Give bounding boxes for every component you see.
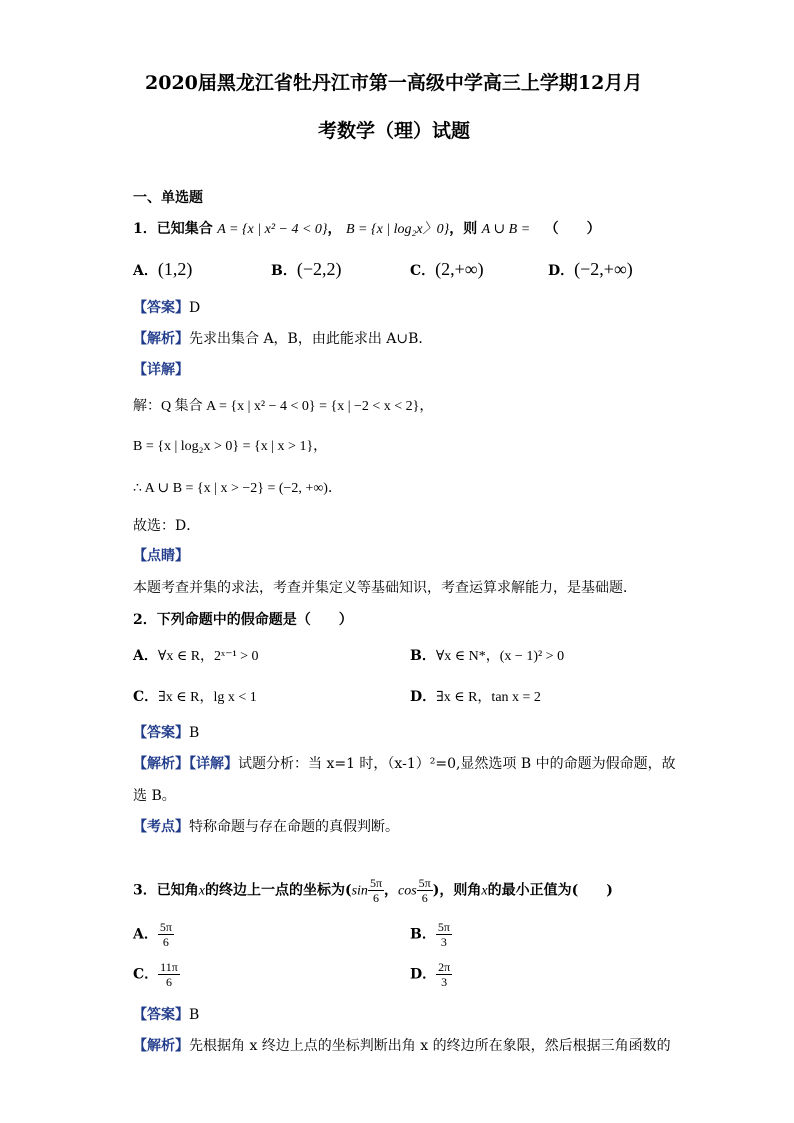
q3-frac-sin: $\frac{5\pi}{6}$ [369, 876, 382, 905]
q2-option-a[interactable]: A．∀x ∈ R，2ˣ⁻¹ > 0 [133, 648, 259, 664]
q2-number: 2． [133, 612, 157, 628]
q1-solution-line-3: ∴ A ∪ B = {x | x > −2} = (−2, +∞)． [133, 481, 342, 496]
q2-stem-text: 下列命题中的假命题是（ ） [156, 612, 353, 628]
q1-choose: 故选：D． [133, 518, 201, 534]
section-heading: 一、单选题 [133, 190, 203, 206]
q1-solution-line-1: 解：Q 集合 A = {x | x² − 4 < 0} = {x | −2 < x < 2}， [133, 399, 434, 414]
q1-stem: 1．已知集合 A = {x | x² − 4 < 0}， B = {x | log₂x〉0}，则 A ∪ B = （ ） [133, 221, 601, 237]
q3-stem: 3．已知角x的终边上一点的坐标为(sin $\frac{5\pi}{6}$ ，cos $\frac{5\pi}{6}$ )，则角x的最小正值为( ) [133, 876, 613, 905]
q3-option-a[interactable]: A． $\frac{5\pi}{6}$ [133, 920, 172, 949]
q3-answer: 【答案】B [133, 1007, 200, 1023]
q1-answer: 【答案】D [133, 300, 201, 316]
q3-option-c[interactable]: C． $\frac{11\pi}{6}$ [133, 960, 178, 989]
q2-option-d[interactable]: D．∃x ∈ R，tan x = 2 [410, 689, 541, 705]
q1-solution-line-2: B = {x | log₂x > 0} = {x | x > 1}， [133, 439, 328, 454]
q1-option-c[interactable]: C．(2,+∞) [410, 259, 484, 279]
q1-analysis: 【解析】先求出集合 A，B，由此能求出 A∪B． [133, 331, 433, 347]
q1-option-a[interactable]: A．(1,2) [133, 259, 193, 279]
q1-set-a: A = {x | x² − 4 < 0} [217, 222, 328, 237]
q2-option-c[interactable]: C．∃x ∈ R，lg x < 1 [133, 689, 257, 705]
q3-number: 3． [133, 882, 157, 899]
title-line-1: 2020届黑龙江省牡丹江市第一高级中学高三上学期12月月 [145, 72, 643, 94]
q3-option-d[interactable]: D． $\frac{2\pi}{3}$ [410, 960, 451, 989]
title-line-2: 考数学（理）试题 [318, 120, 471, 142]
q1-paren: （ ） [544, 221, 601, 237]
q2-analysis-line-2: 选 B。 [133, 788, 176, 804]
q3-analysis: 【解析】先根据角 x 终边上点的坐标判断出角 x 的终边所在象限，然后根据三角函数的 [133, 1038, 671, 1054]
q1-set-b: B = {x | log₂x〉0} [345, 222, 450, 237]
q2-option-b[interactable]: B．∀x ∈ N*，(x − 1)² > 0 [410, 648, 565, 664]
q1-option-d[interactable]: D．(−2,+∞) [548, 259, 633, 279]
q2-stem [133, 609, 353, 629]
q1-stem-text: 已知集合 [156, 221, 213, 237]
q1-union: A ∪ B = [481, 222, 531, 237]
q1-option-b[interactable]: B．(−2,2) [271, 259, 342, 279]
q1-then: ，则 [449, 221, 478, 237]
q2-answer: 【答案】B [133, 725, 200, 741]
q1-comment: 本题考查并集的求法，考查并集定义等基础知识，考查运算求解能力，是基础题． [133, 580, 637, 596]
q3-frac-cos: $\frac{5\pi}{6}$ [418, 876, 431, 905]
q1-comment-label: 【点睛】 [133, 548, 189, 564]
q2-analysis-line-1: 【解析】【详解】试题分析：当 x=1 时，（x-1）²=0,显然选项 B 中的命题为假命题，故 [133, 756, 676, 772]
q1-detail-label: 【详解】 [133, 362, 189, 378]
q1-number: 1． [133, 221, 157, 237]
q3-option-b[interactable]: B． $\frac{5\pi}{3}$ [410, 920, 450, 949]
q2-point: 【考点】特称命题与存在命题的真假判断。 [133, 819, 399, 835]
